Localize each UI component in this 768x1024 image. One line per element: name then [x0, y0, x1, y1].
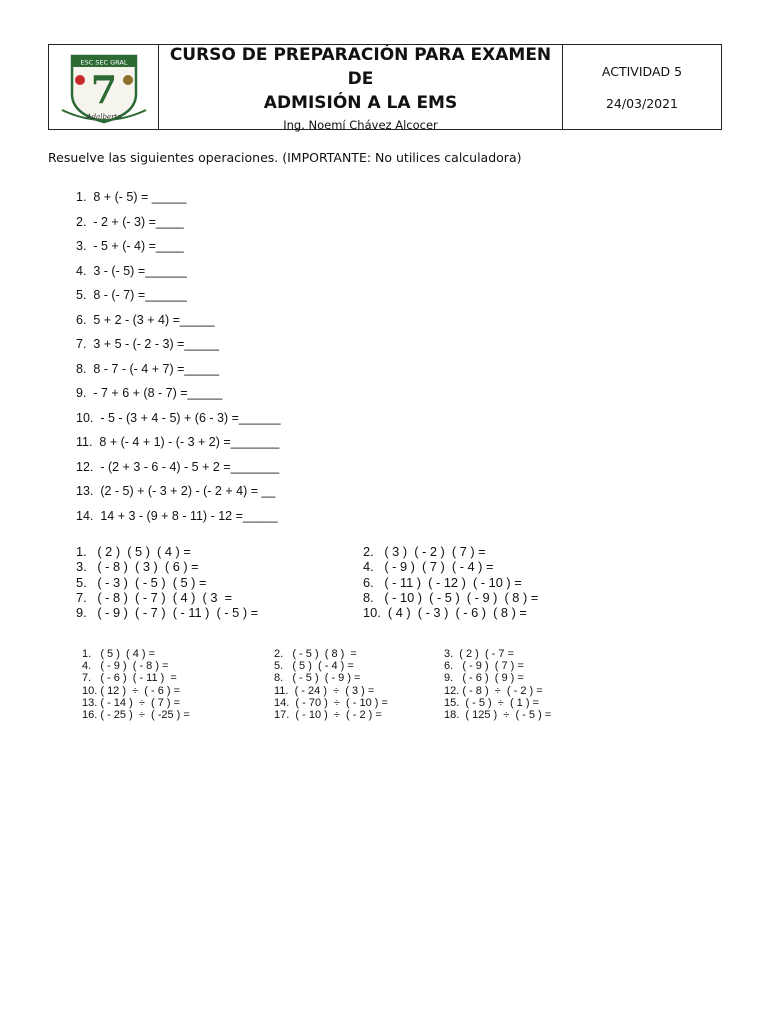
- exercise-item: 6. ( - 11 ) ( - 12 ) ( - 10 ) =: [363, 574, 522, 590]
- exercise-item: 10. ( 12 ) ÷ ( - 6 ) =: [82, 684, 181, 697]
- exercise-item: 8. ( - 10 ) ( - 5 ) ( - 9 ) ( 8 ) =: [363, 589, 539, 605]
- exercise-item: 15. ( - 5 ) ÷ ( 1 ) =: [444, 696, 539, 709]
- exercise-item: 9. ( - 9 ) ( - 7 ) ( - 11 ) ( - 5 ) =: [76, 605, 259, 621]
- exercise-item: 5. ( 5 ) ( - 4 ) =: [274, 660, 354, 673]
- exercise-item: 9. ( - 6 ) ( 9 ) =: [444, 672, 524, 685]
- exercise-item: 16. ( - 25 ) ÷ ( -25 ) =: [82, 708, 190, 721]
- course-title-line1: CURSO DE PREPARACIÓN PARA EXAMEN DE: [169, 44, 552, 89]
- exercise-row: [82, 685, 551, 697]
- exercise-item: 7. ( - 8 ) ( - 7 ) ( 4 ) ( 3 =: [76, 589, 233, 605]
- exercise-item: 2. ( - 5 ) ( 8 ) =: [274, 648, 357, 660]
- exercise-item: 4. ( - 9 ) ( - 8 ) =: [82, 660, 169, 673]
- logo-bottom-text: Adalberto: [86, 113, 121, 121]
- exercise-row: [82, 697, 551, 709]
- exercise-item: 6. 5 + 2 - (3 + 4) =_____: [76, 312, 215, 327]
- exercise-item: 18. ( 125 ) ÷ ( - 5 ) =: [444, 708, 552, 721]
- exercise-item: 3. ( - 8 ) ( 3 ) ( 6 ) =: [76, 559, 199, 575]
- header-table: [48, 44, 722, 130]
- exercise-item: 4. ( - 9 ) ( 7 ) ( - 4 ) =: [363, 559, 494, 575]
- exercise-item: 4. 3 - (- 5) =______: [76, 263, 187, 278]
- exercise-item: 3. - 5 + (- 4) =____: [76, 239, 184, 253]
- exercise-item: 2. - 2 + (- 3) =____: [76, 214, 184, 229]
- exercise-row: [76, 544, 576, 559]
- logo-top-text: ESC SEC GRAL: [79, 58, 128, 67]
- exercise-row: [76, 559, 576, 574]
- exercise-item: 14. ( - 70 ) ÷ ( - 10 ) =: [274, 696, 388, 709]
- addition-exercise-list: [76, 185, 281, 528]
- exercise-item: 6. ( - 9 ) ( 7 ) =: [444, 660, 524, 673]
- exercise-item: 5. ( - 3 ) ( - 5 ) ( 5 ) =: [76, 574, 207, 590]
- instructions: Resuelve las siguientes operaciones. (IMPORTANTE: No utilices calculadora): [48, 150, 522, 165]
- school-logo: [56, 48, 152, 126]
- exercise-item: 1. ( 2 ) ( 5 ) ( 4 ) =: [76, 544, 191, 559]
- multiplication-exercise-grid: [76, 544, 576, 620]
- exercise-row: [76, 605, 576, 620]
- exercise-item: 5. 8 - (- 7) =______: [76, 288, 187, 302]
- author-name: Ing. Noemí Chávez Alcocer: [283, 117, 438, 132]
- exercise-row: [76, 575, 576, 590]
- activity-label: ACTIVIDAD 5: [601, 63, 683, 79]
- exercise-item: 13. (2 - 5) + (- 3 + 2) - (- 2 + 4) = __: [76, 484, 276, 498]
- exercise-item: 12. - (2 + 3 - 6 - 4) - 5 + 2 =_______: [76, 459, 280, 474]
- exercise-item: 13. ( - 14 ) ÷ ( 7 ) =: [82, 696, 181, 709]
- division-exercise-grid: [82, 648, 551, 721]
- exercise-item: 8. ( - 5 ) ( - 9 ) =: [274, 672, 361, 685]
- exercise-item: 12. ( - 8 ) ÷ ( - 2 ) =: [444, 684, 543, 697]
- exercise-item: 7. 3 + 5 - (- 2 - 3) =_____: [76, 337, 220, 351]
- exercise-item: 10. - 5 - (3 + 4 - 5) + (6 - 3) =______: [76, 410, 281, 425]
- title-cell: [159, 44, 563, 132]
- logo-number: 7: [90, 67, 117, 112]
- course-title-line2: ADMISIÓN A LA EMS: [263, 92, 458, 113]
- exercise-item: 2. ( 3 ) ( - 2 ) ( 7 ) =: [363, 544, 486, 559]
- exercise-row: [82, 709, 551, 721]
- exercise-row: [82, 648, 551, 660]
- activity-date: 24/03/2021: [605, 95, 679, 111]
- exercise-item: 11. 8 + (- 4 + 1) - (- 3 + 2) =_______: [76, 435, 280, 449]
- exercise-row: [76, 590, 576, 605]
- exercise-item: 9. - 7 + 6 + (8 - 7) =_____: [76, 386, 223, 400]
- exercise-item: 3. ( 2 ) ( - 7 =: [444, 648, 514, 660]
- exercise-item: 10. ( 4 ) ( - 3 ) ( - 6 ) ( 8 ) =: [363, 605, 527, 621]
- logo-cell: [49, 45, 159, 129]
- exercise-row: [82, 660, 551, 672]
- exercise-item: 1. ( 5 ) ( 4 ) =: [82, 648, 156, 660]
- exercise-item: 11. ( - 24 ) ÷ ( 3 ) =: [274, 684, 375, 697]
- exercise-item: 14. 14 + 3 - (9 + 8 - 11) - 12 =_____: [76, 508, 278, 523]
- exercise-item: 1. 8 + (- 5) = _____: [76, 190, 187, 204]
- exercise-row: [82, 672, 551, 684]
- exercise-item: 17. ( - 10 ) ÷ ( - 2 ) =: [274, 708, 382, 721]
- exercise-item: 7. ( - 6 ) ( - 11 ) =: [82, 672, 177, 685]
- activity-cell: [563, 45, 721, 129]
- exercise-item: 8. 8 - 7 - (- 4 + 7) =_____: [76, 361, 220, 376]
